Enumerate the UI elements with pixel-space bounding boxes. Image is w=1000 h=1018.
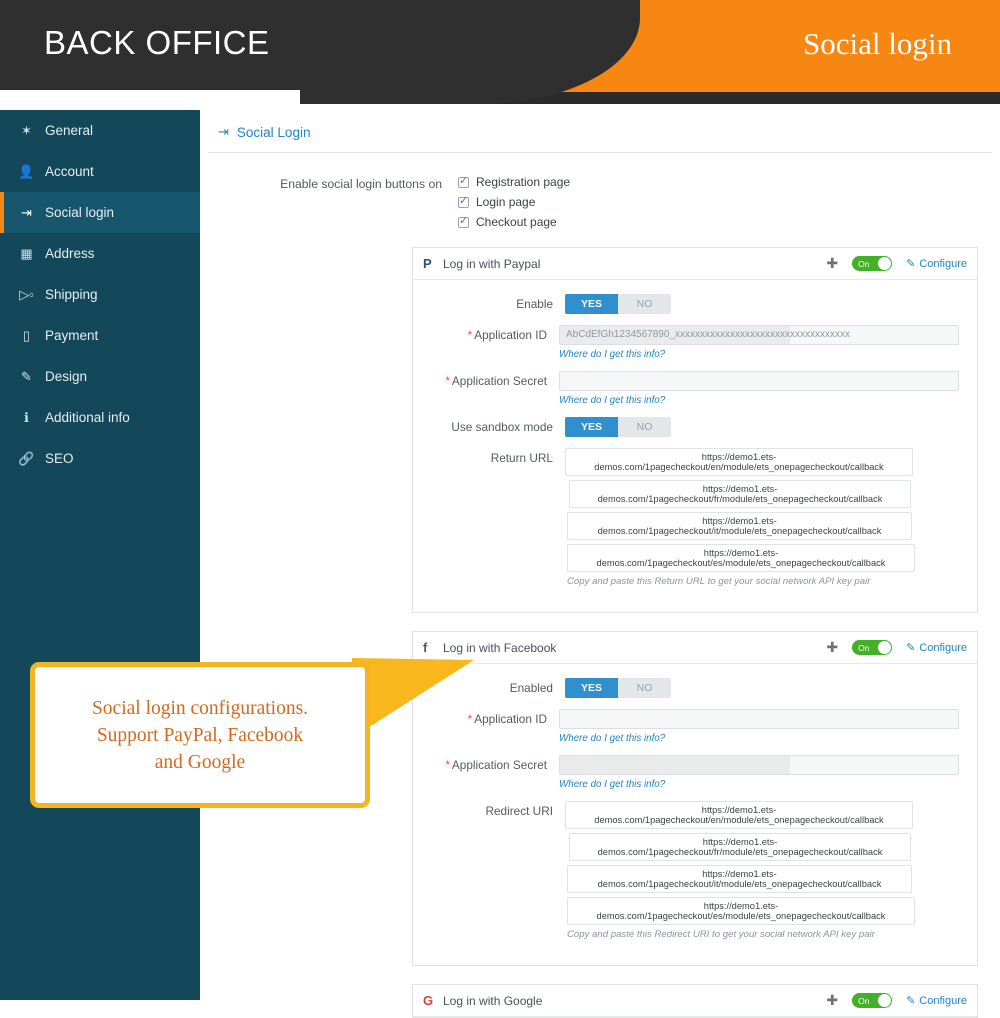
checkbox-checkout-page[interactable] — [458, 215, 570, 229]
facebook-redirect-uri-es[interactable]: https://demo1.ets-demos.com/1pagecheckout/es/module/ets_onepagecheckout/callback — [567, 897, 915, 925]
checkbox-label: Login page — [476, 195, 536, 209]
google-icon: G — [423, 993, 434, 1008]
facebook-redirect-uri-note: Copy and paste this Redirect URI to get your social network API key pair — [567, 929, 875, 940]
paypal-return-url-note: Copy and paste this Return URL to get your social network API key pair — [567, 576, 871, 587]
configure-google-button[interactable] — [906, 994, 967, 1007]
truck-icon: ▷▫ — [19, 286, 34, 302]
enable-social-login-options — [458, 175, 570, 229]
checkbox-label: Registration page — [476, 175, 571, 189]
paypal-icon: P — [423, 256, 432, 271]
field-paypal-enable — [413, 294, 959, 314]
breadcrumb-label: Social Login — [236, 124, 311, 140]
paypal-application-secret-input[interactable] — [559, 371, 959, 391]
link-icon: 🔗 — [18, 450, 35, 466]
field-label: * Application ID — [467, 712, 547, 726]
callout-note — [30, 662, 370, 808]
facebook-application-secret-help-link[interactable]: Where do I get this info? — [559, 779, 666, 790]
user-icon: 👤 — [18, 163, 35, 179]
callout-line-2: Support PayPal, Facebook — [96, 724, 304, 746]
sidebar-item-label: Design — [45, 369, 88, 384]
panel-title: Log in with Facebook — [443, 640, 557, 655]
paypal-return-url-en[interactable]: https://demo1.ets-demos.com/1pagecheckout/en/module/ets_onepagecheckout/callback — [565, 448, 913, 476]
panel-header-facebook[interactable] — [413, 632, 977, 664]
configure-label: Configure — [919, 641, 967, 654]
yesno-toggle-paypal-sandbox[interactable] — [565, 417, 671, 437]
sidebar-item-account[interactable] — [0, 151, 200, 192]
facebook-redirect-uri-it[interactable]: https://demo1.ets-demos.com/1pagecheckout/it/module/ets_onepagecheckout/callback — [567, 865, 912, 893]
panel-body-paypal — [413, 280, 977, 612]
panel-paypal — [412, 247, 978, 613]
credit-card-icon: ▯ — [22, 327, 31, 343]
sidebar-item-address[interactable] — [0, 233, 200, 274]
sidebar-item-label: Address — [45, 246, 95, 261]
toggle-knob — [878, 641, 891, 654]
paintbrush-icon: ✎ — [21, 368, 32, 384]
paypal-return-url-es[interactable]: https://demo1.ets-demos.com/1pagecheckout/es/module/ets_onepagecheckout/callback — [567, 544, 915, 572]
enable-social-login-label: Enable social login buttons on — [280, 177, 442, 191]
panel-header-google[interactable] — [413, 985, 977, 1017]
checkbox-icon[interactable] — [458, 197, 469, 208]
sidebar-item-label: Account — [45, 164, 94, 179]
field-label: * Application Secret — [445, 758, 547, 772]
sidebar-item-design[interactable] — [0, 356, 200, 397]
banner-white-strip — [0, 90, 300, 104]
no-option[interactable]: NO — [618, 417, 671, 437]
sidebar — [0, 110, 200, 1000]
field-label: Enable — [516, 297, 553, 311]
panel-title: Log in with Paypal — [443, 256, 541, 271]
sidebar-item-additional-info[interactable] — [0, 397, 200, 438]
edit-icon: ✎ — [906, 642, 916, 654]
required-marker: * — [445, 374, 450, 388]
configure-facebook-button[interactable] — [906, 641, 967, 654]
plus-icon[interactable]: ✚ — [826, 255, 839, 271]
required-marker: * — [467, 712, 473, 726]
toggle-google[interactable] — [852, 993, 892, 1008]
banner-left-title: BACK OFFICE — [44, 24, 270, 61]
field-facebook-enabled — [413, 678, 959, 698]
yes-option[interactable]: YES — [565, 417, 618, 437]
panel-header-paypal[interactable] — [413, 248, 977, 280]
facebook-icon: f — [423, 640, 428, 655]
field-facebook-redirect-uri — [413, 801, 959, 940]
checkbox-login-page[interactable] — [458, 195, 570, 209]
checkbox-icon[interactable] — [458, 177, 469, 188]
breadcrumb — [208, 110, 992, 153]
toggle-label: On — [858, 642, 870, 653]
sidebar-item-label: Payment — [45, 328, 99, 343]
main-content — [200, 110, 1000, 1008]
yes-option[interactable]: YES — [565, 678, 618, 698]
banner-right-title: Social login — [803, 26, 952, 61]
field-paypal-return-url — [413, 448, 959, 587]
field-paypal-sandbox — [413, 417, 959, 437]
field-label: Return URL — [490, 451, 553, 465]
sidebar-item-seo[interactable] — [0, 438, 200, 479]
sidebar-item-general[interactable] — [0, 110, 200, 151]
address-card-icon: ▦ — [20, 245, 33, 261]
paypal-application-id-help-link[interactable]: Where do I get this info? — [559, 349, 666, 360]
plus-icon[interactable]: ✚ — [826, 992, 839, 1008]
sidebar-item-label: General — [45, 123, 94, 138]
paypal-application-secret-help-link[interactable]: Where do I get this info? — [559, 395, 666, 406]
paypal-return-url-fr[interactable]: https://demo1.ets-demos.com/1pagecheckout/fr/module/ets_onepagecheckout/callback — [569, 480, 911, 508]
plus-icon[interactable]: ✚ — [826, 639, 839, 655]
required-marker: * — [467, 328, 473, 342]
facebook-application-id-input[interactable] — [559, 709, 959, 729]
sidebar-item-social-login[interactable] — [0, 192, 200, 233]
paypal-return-url-it[interactable]: https://demo1.ets-demos.com/1pagecheckout/it/module/ets_onepagecheckout/callback — [567, 512, 912, 540]
field-label: Redirect URI — [485, 804, 553, 818]
sidebar-item-payment[interactable] — [0, 315, 200, 356]
field-facebook-application-id — [413, 709, 959, 744]
field-paypal-application-secret — [413, 371, 959, 406]
configure-label: Configure — [919, 994, 967, 1007]
enable-social-login-row — [200, 153, 1000, 229]
facebook-application-secret-input[interactable] — [559, 755, 959, 775]
paypal-application-id-input[interactable]: AbCdEfGh1234567890_xxxxxxxxxxxxxxxxxxxxxxxxxxxxxxxxxxx — [559, 325, 959, 345]
facebook-redirect-uri-fr[interactable]: https://demo1.ets-demos.com/1pagecheckout/fr/module/ets_onepagecheckout/callback — [569, 833, 911, 861]
configure-label: Configure — [919, 257, 967, 270]
page-banner — [0, 0, 1000, 104]
signin-icon: ⇥ — [21, 204, 32, 220]
callout-tail — [352, 652, 482, 782]
sidebar-item-label: Additional info — [45, 410, 130, 425]
no-option[interactable]: NO — [618, 294, 671, 314]
edit-icon: ✎ — [906, 258, 916, 270]
toggle-facebook[interactable] — [852, 640, 892, 655]
checkbox-registration-page[interactable] — [458, 175, 570, 189]
field-label: Enabled — [509, 681, 553, 695]
signin-icon: ⇥ — [218, 124, 229, 139]
yesno-toggle-facebook-enabled[interactable] — [565, 678, 671, 698]
toggle-paypal[interactable] — [852, 256, 892, 271]
panel-title: Log in with Google — [443, 993, 543, 1008]
toggle-label: On — [858, 258, 870, 269]
field-facebook-application-secret — [413, 755, 959, 790]
callout-line-3: and Google — [154, 751, 246, 773]
yesno-toggle-paypal-enable[interactable] — [565, 294, 671, 314]
required-marker: * — [445, 758, 450, 772]
sidebar-item-label: SEO — [45, 451, 74, 466]
configure-paypal-button[interactable] — [906, 257, 967, 270]
panel-google — [412, 984, 978, 1018]
edit-icon: ✎ — [906, 995, 916, 1007]
toggle-label: On — [858, 995, 870, 1006]
facebook-redirect-uri-en[interactable]: https://demo1.ets-demos.com/1pagecheckout/en/module/ets_onepagecheckout/callback — [565, 801, 913, 829]
sidebar-item-label: Shipping — [45, 287, 98, 302]
toggle-knob — [878, 257, 891, 270]
field-label: * Application ID — [467, 328, 547, 342]
sidebar-item-shipping[interactable] — [0, 274, 200, 315]
toggle-knob — [878, 994, 891, 1007]
yes-option[interactable]: YES — [565, 294, 618, 314]
panel-facebook — [412, 631, 978, 966]
checkbox-label: Checkout page — [476, 215, 557, 229]
panel-body-facebook — [413, 664, 977, 965]
facebook-application-id-help-link[interactable]: Where do I get this info? — [559, 733, 666, 744]
field-paypal-application-id — [413, 325, 959, 360]
field-label: Use sandbox mode — [451, 420, 553, 434]
checkbox-icon[interactable] — [458, 217, 469, 228]
gear-icon: ✶ — [21, 122, 32, 138]
sidebar-item-label: Social login — [45, 205, 115, 220]
field-label: * Application Secret — [445, 374, 547, 388]
no-option[interactable]: NO — [618, 678, 671, 698]
callout-line-1: Social login configurations. — [91, 697, 309, 719]
info-icon: ℹ — [24, 409, 29, 425]
